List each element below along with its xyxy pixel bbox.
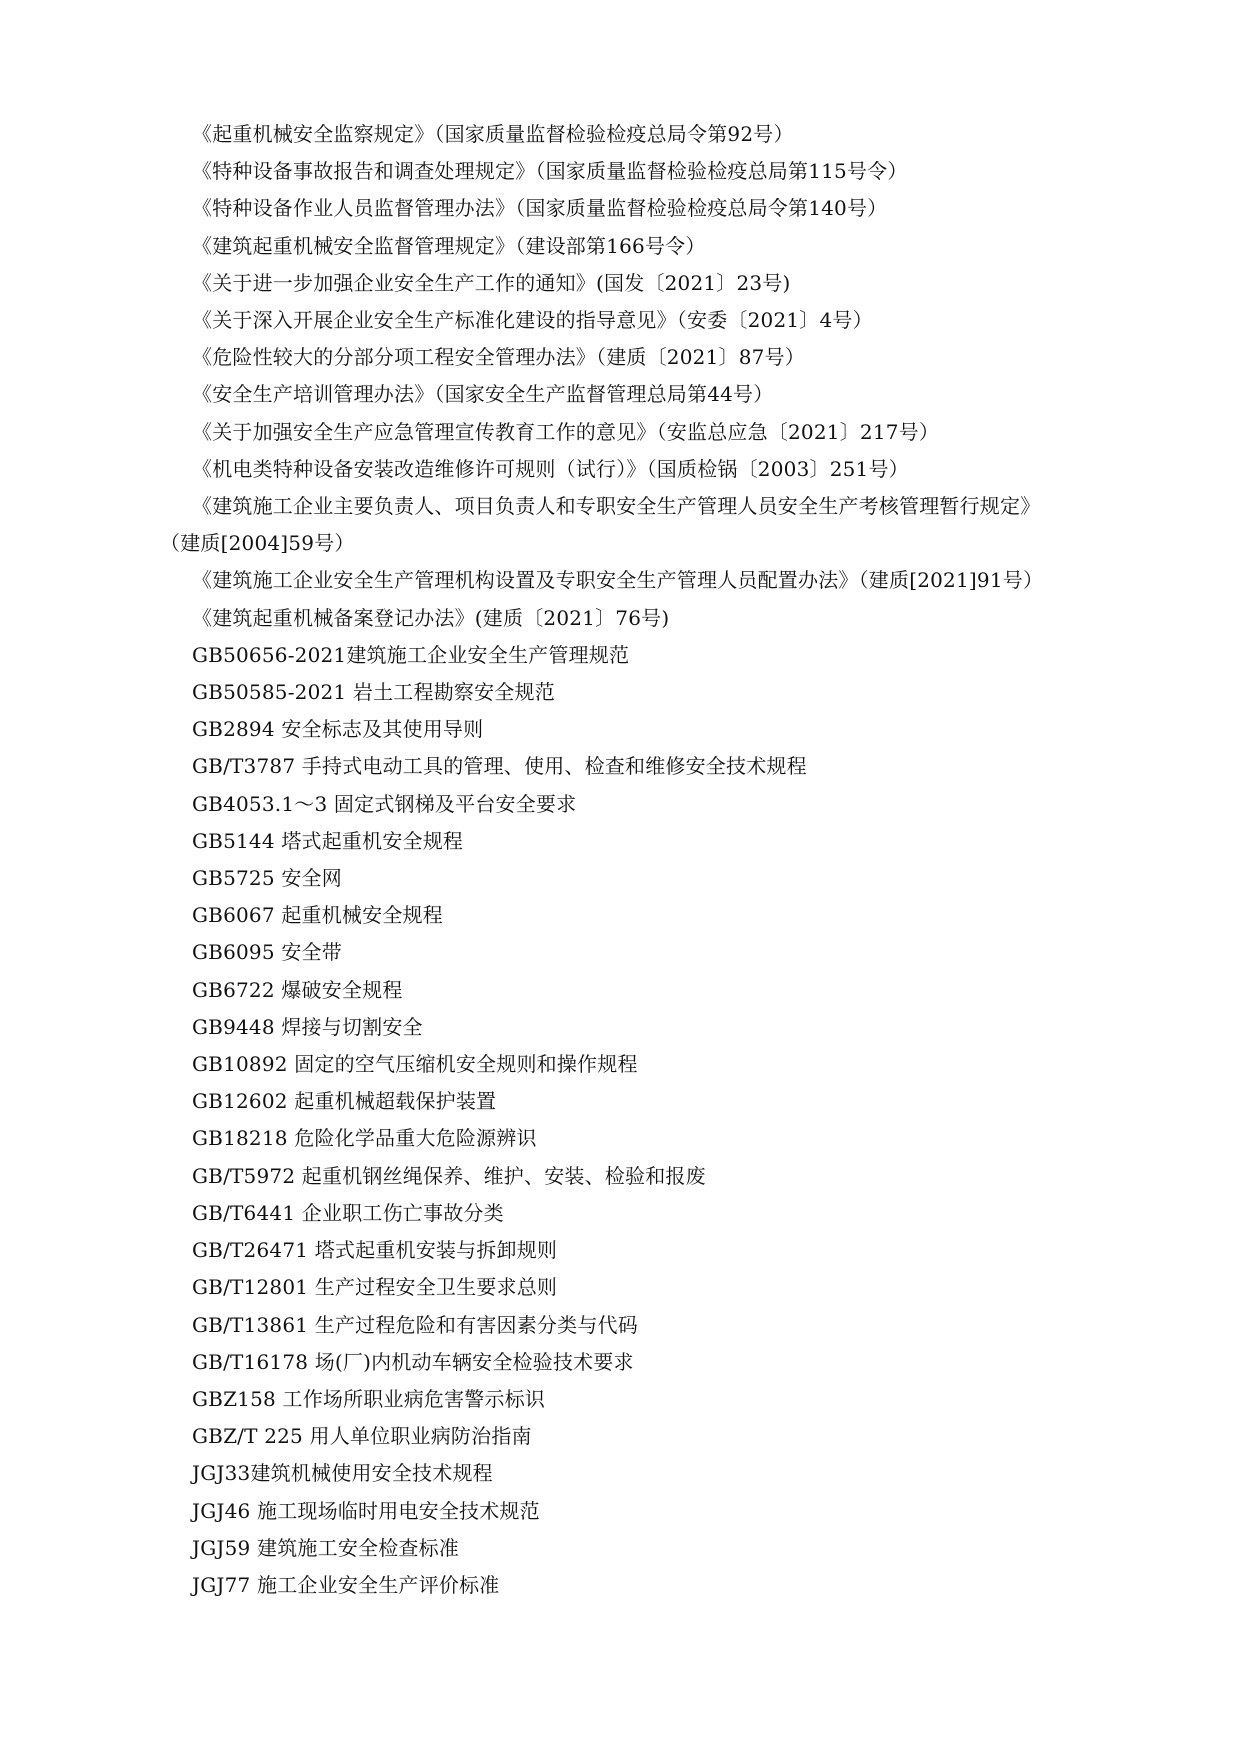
regulation-item: 《关于进一步加强企业安全生产工作的通知》(国发〔2021〕23号) [192,270,791,295]
regulation-item: 《建筑起重机械备案登记办法》(建质〔2021〕76号) [192,605,670,630]
regulation-item: 《建筑起重机械安全监督管理规定》（建设部第166号令） [192,233,706,258]
standard-item: GB6095 安全带 [192,940,342,965]
standard-item: GB50585-2021 岩土工程勘察安全规范 [192,680,555,705]
standard-item: GB5144 塔式起重机安全规程 [192,828,464,853]
regulation-item: 《起重机械安全监察规定》（国家质量监督检验检疫总局令第92号） [192,122,794,146]
standard-item: GB/T13861 生产过程危险和有害因素分类与代码 [192,1312,638,1337]
standard-item: GB/T16178 场(厂)内机动车辆安全检验技术要求 [192,1349,634,1374]
regulation-item: 《安全生产培训管理办法》（国家安全生产监督管理总局第44号） [192,382,774,407]
standard-item: GB50656-2021建筑施工企业安全生产管理规范 [192,642,630,667]
regulation-item: 《机电类特种设备安装改造维修许可规则（试行）》（国质检锅〔2003〕251号） [192,456,909,481]
regulation-item: 《危险性较大的分部分项工程安全管理办法》（建质〔2021〕87号） [192,345,805,370]
reference-list [160,116,1120,1604]
standard-item: JGJ46 施工现场临时用电安全技术规范 [192,1498,540,1523]
standard-item: GB18218 危险化学品重大危险源辨识 [192,1126,537,1151]
regulation-item: 《关于深入开展企业安全生产标准化建设的指导意见》（安委〔2021〕4号） [192,308,873,333]
regulation-item: 《特种设备事故报告和调查处理规定》（国家质量监督检验检疫总局第115号令） [192,159,908,184]
standard-item: GB9448 焊接与切割安全 [192,1014,423,1039]
standard-item: GBZ/T 225 用人单位职业病防治指南 [192,1424,532,1449]
standard-item: GB/T12801 生产过程安全卫生要求总则 [192,1275,558,1300]
regulation-item: 《建筑施工企业安全生产管理机构设置及专职安全生产管理人员配置办法》（建质[2021]91号） [192,568,1044,593]
standard-item: GB/T3787 手持式电动工具的管理、使用、检查和维修安全技术规程 [192,754,807,779]
regulation-item-long-line2: （建质[2004]59号） [160,531,355,556]
standard-item: GBZ158 工作场所职业病危害警示标识 [192,1386,546,1411]
standard-item: GB/T5972 起重机钢丝绳保养、维护、安装、检验和报废 [192,1163,706,1188]
standard-item: GB6067 起重机械安全规程 [192,903,443,928]
regulation-item-long-line1: 《建筑施工企业主要负责人、项目负责人和专职安全生产管理人员安全生产考核管理暂行规定》 [192,494,1041,519]
standard-item: GB2894 安全标志及其使用导则 [192,717,484,742]
regulation-item: 《特种设备作业人员监督管理办法》（国家质量监督检验检疫总局令第140号） [192,196,888,221]
standard-item: GB12602 起重机械超载保护装置 [192,1089,497,1114]
standard-item: GB4053.1～3 固定式钢梯及平台安全要求 [192,791,577,816]
standard-item: GB/T26471 塔式起重机安装与拆卸规则 [192,1238,558,1263]
standard-item: GB6722 爆破安全规程 [192,977,403,1002]
standard-item: GB5725 安全网 [192,866,342,891]
standard-item: JGJ77 施工企业安全生产评价标准 [192,1572,500,1597]
standard-item: GB/T6441 企业职工伤亡事故分类 [192,1200,504,1225]
regulation-item: 《关于加强安全生产应急管理宣传教育工作的意见》（安监总应急〔2021〕217号） [192,419,940,444]
standard-item: JGJ59 建筑施工安全检查标准 [192,1535,460,1560]
standard-item: GB10892 固定的空气压缩机安全规则和操作规程 [192,1052,638,1077]
standard-item: JGJ33建筑机械使用安全技术规程 [192,1461,493,1486]
